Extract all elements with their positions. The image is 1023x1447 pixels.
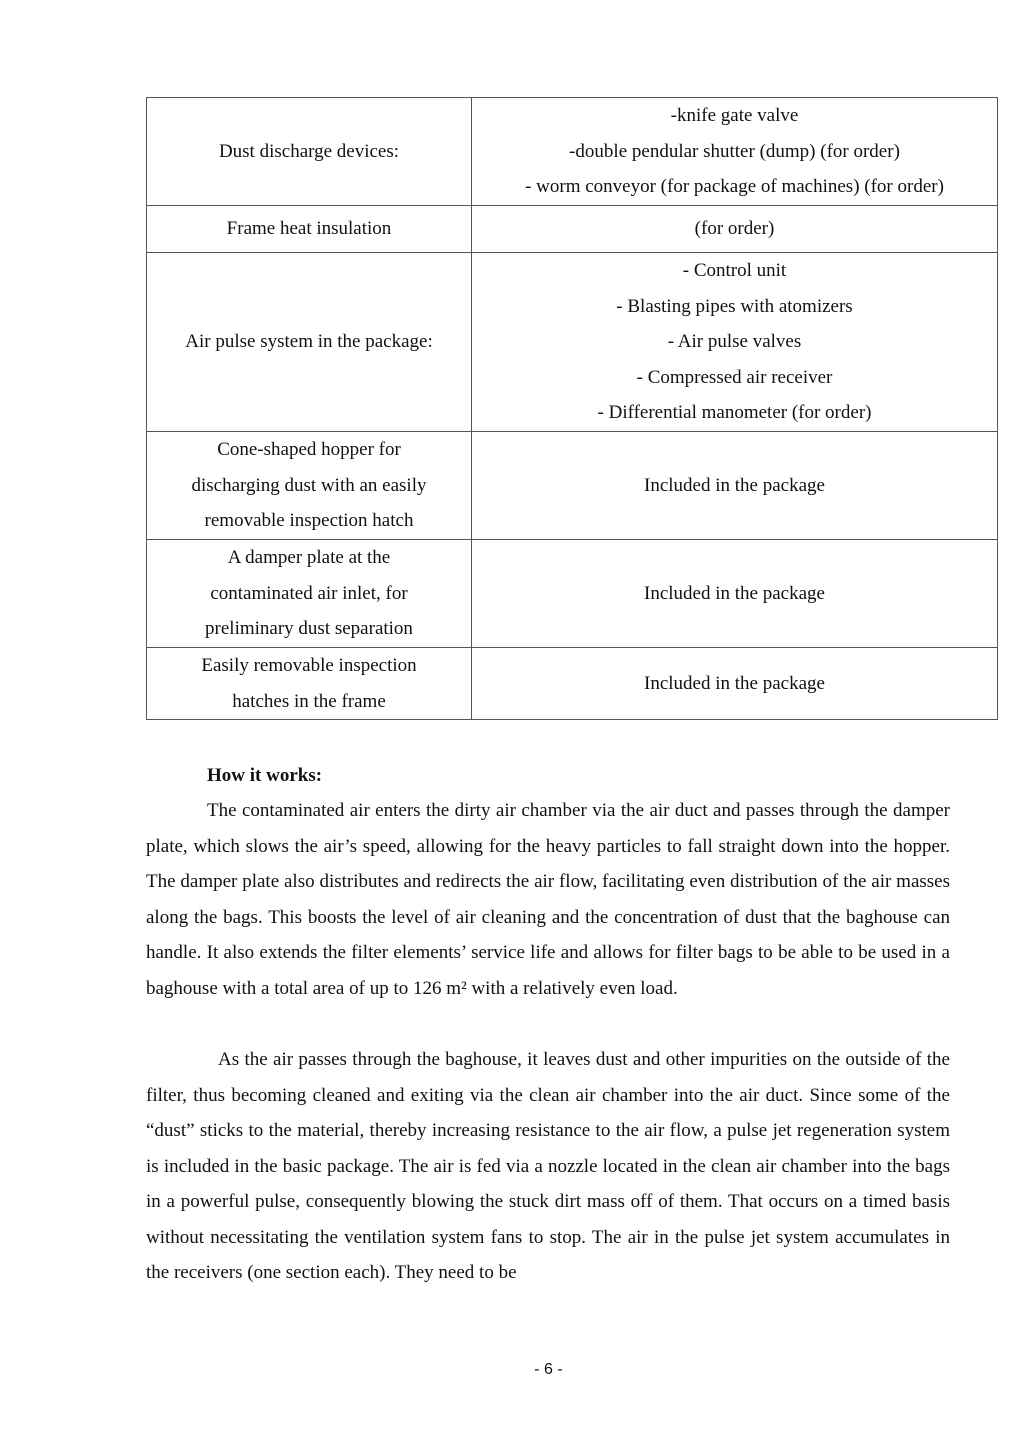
cell-text: Frame heat insulation — [226, 218, 392, 240]
cell-text: (for order) — [694, 218, 775, 240]
table-cell-label — [147, 540, 472, 648]
cell-text: Cone-shaped hopper for — [217, 439, 401, 461]
cell-text: removable inspection hatch — [204, 510, 414, 532]
cell-text: Easily removable inspection — [201, 655, 417, 676]
cell-text: - Control unit — [682, 260, 787, 282]
cell-text: - worm conveyor (for package of machines) (for order) — [525, 176, 944, 198]
cell-text: discharging dust with an easily — [191, 474, 427, 496]
table-cell-value — [472, 98, 998, 206]
section-heading: How it works: — [207, 765, 323, 786]
table-cell-label — [147, 98, 472, 206]
cell-text: Air pulse system in the package: — [185, 331, 433, 353]
equipment-spec-table — [146, 97, 998, 720]
table-cell-value — [472, 540, 998, 648]
table-cell-label — [147, 648, 472, 720]
table-cell-label — [147, 206, 472, 253]
body-paragraph: As the air passes through the baghouse, it leaves dust and other impurities on the outside of the filter, thus becoming cleaned and exiting via the clean air chamber into the air duct. Since some of the “dust” sticks to the material, thereby increasing resistance to the air flow, a pulse jet regeneration system is included in the basic package. The air is fed via a nozzle located in the clean air chamber into the bags in a powerful pulse, consequently blowing the stuck dirt mass off of them. That occurs on a timed basis without necessitating the ventilation system fans to stop. The air in the pulse jet system accumulates in the receivers (one section each). They need to be — [146, 1049, 950, 1283]
cell-text: A damper plate at the — [227, 547, 391, 569]
table-cell-label — [147, 253, 472, 432]
table-row — [147, 206, 998, 253]
cell-text: - Differential manometer (for order) — [597, 402, 872, 424]
table-row — [147, 98, 998, 206]
body-paragraph: The contaminated air enters the dirty air chamber via the air duct and passes through the damper plate, which slows the air’s speed, allowing for the heavy particles to fall straight down into the hopper. The damper plate also distributes and redirects the air flow, facilitating even distribution of the air masses along the bags. This boosts the level of air cleaning and the concentration of dust that the baghouse can handle. It also extends the filter elements’ service life and allows for filter bags to be able to be used in a baghouse with a total area of up to 126 m² with a relatively even load. — [146, 800, 950, 999]
cell-text: - Compressed air receiver — [636, 366, 833, 388]
table-cell-value — [472, 648, 998, 720]
table-row — [147, 432, 998, 540]
page-number: - 6 - — [534, 1361, 563, 1378]
cell-text: - Air pulse valves — [667, 331, 802, 353]
table-row — [147, 648, 998, 720]
table-cell-label — [147, 432, 472, 540]
cell-text: - Blasting pipes with atomizers — [616, 295, 853, 317]
cell-text: Included in the package — [644, 582, 825, 604]
cell-text: -knife gate valve — [670, 105, 799, 127]
table-cell-value — [472, 432, 998, 540]
table-cell-value — [472, 206, 998, 253]
cell-text: -double pendular shutter (dump) (for order) — [569, 140, 900, 162]
cell-text: contaminated air inlet, for — [210, 582, 408, 604]
cell-text: hatches in the frame — [232, 690, 386, 712]
table-row — [147, 253, 998, 432]
cell-text: Included in the package — [644, 672, 825, 694]
cell-text: preliminary dust separation — [205, 618, 413, 640]
cell-text: Dust discharge devices: — [218, 140, 400, 162]
table-row — [147, 540, 998, 648]
cell-text: Included in the package — [644, 474, 825, 496]
table-cell-value — [472, 253, 998, 432]
